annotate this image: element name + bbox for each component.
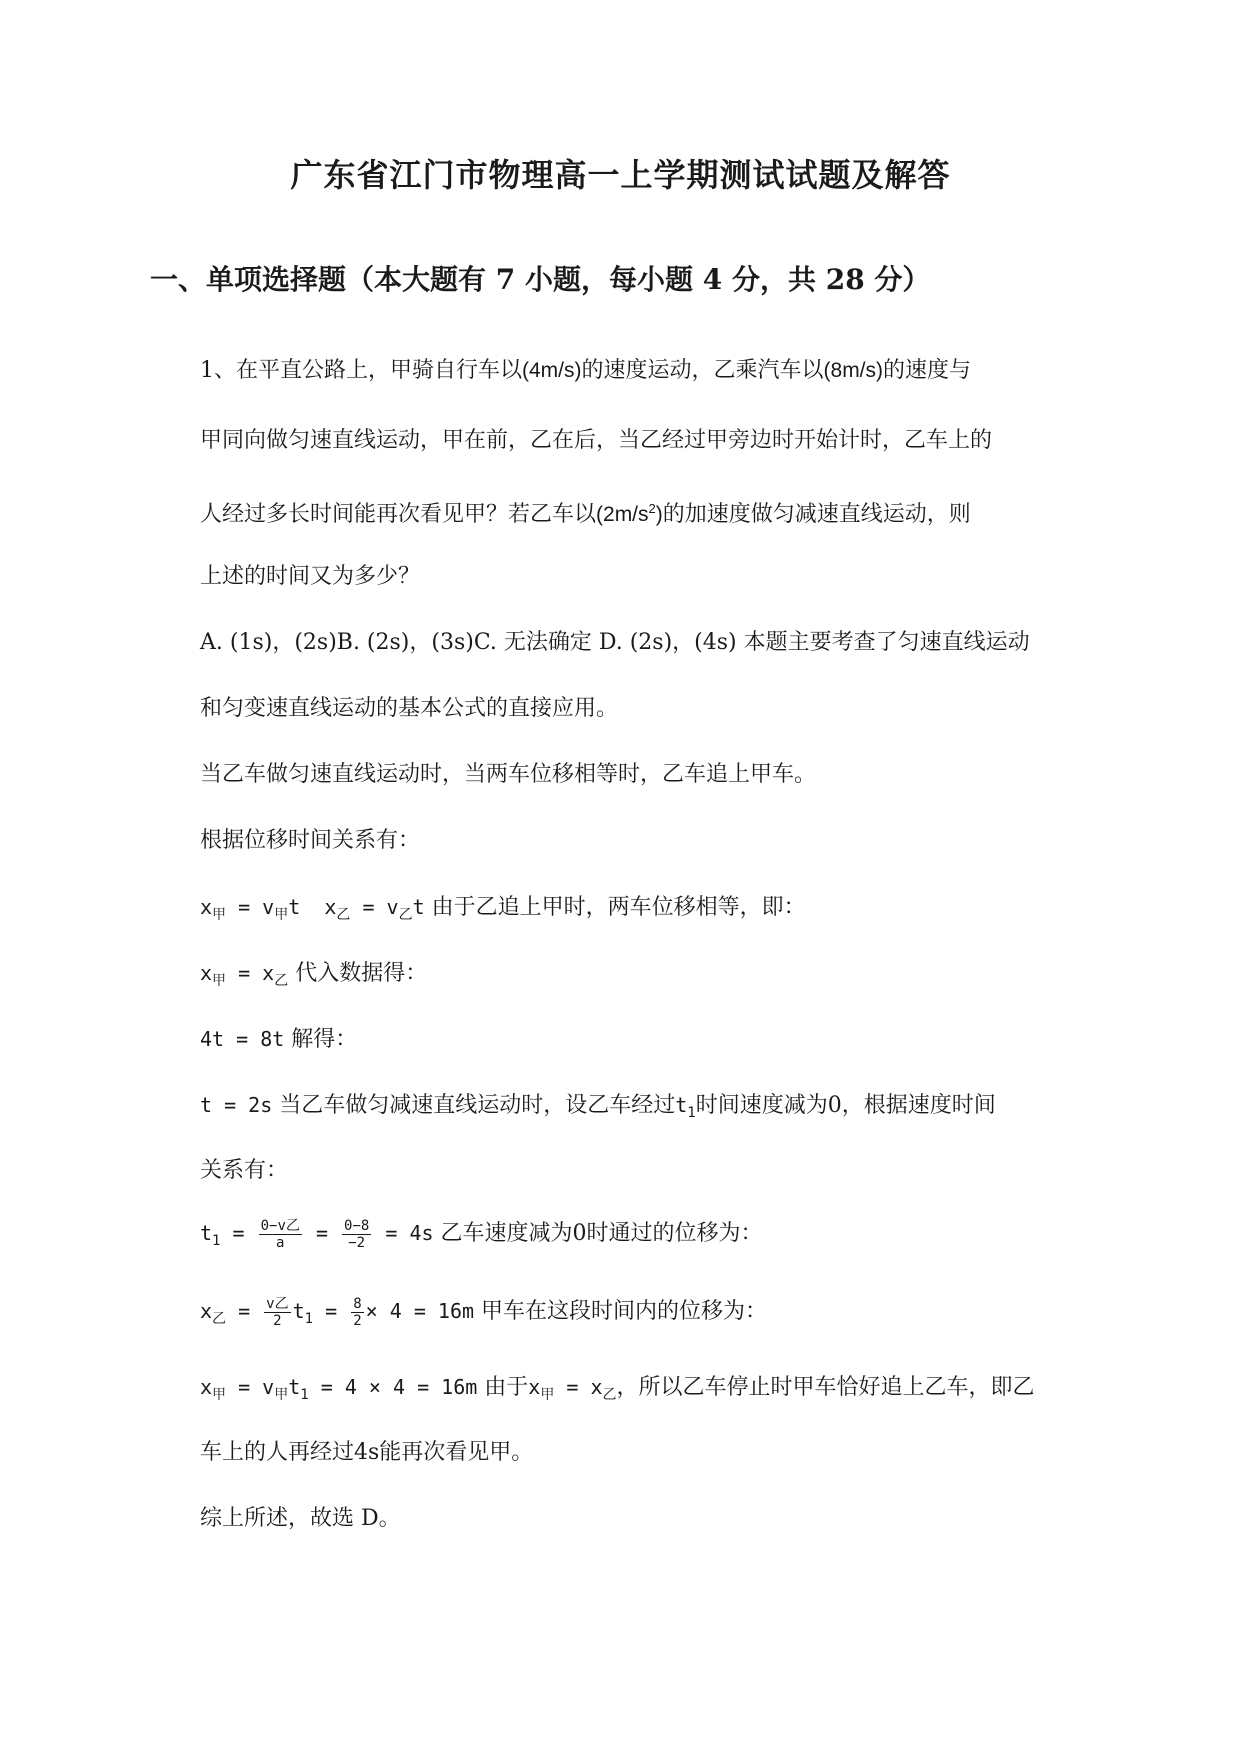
- question-line-2: 甲同向做匀速直线运动，甲在前，乙在后，当乙经过甲旁边时开始计时，乙车上的: [200, 428, 993, 453]
- equation-line-1: [200, 892, 806, 930]
- text: 人经过多长时间能再次看见甲？若乙车以: [200, 502, 597, 527]
- text: 代入数据得：: [288, 961, 428, 986]
- text: 的加速度做匀减速直线运动，则: [662, 502, 971, 527]
- equation: $x_甲 = x_乙$: [528, 1375, 617, 1403]
- equation-line-7: [200, 1372, 1035, 1410]
- question-line-4: 上述的时间又为多少？: [200, 564, 421, 589]
- page-title: 广东省江门市物理高一上学期测试试题及解答: [290, 156, 951, 194]
- equation: t = 2s: [200, 1093, 273, 1117]
- value-acceleration: $(2m/s^2)$: [596, 501, 663, 526]
- answer-line-4: 关系有：: [200, 1158, 289, 1183]
- fraction: $\frac{8}{2}$: [353, 1296, 362, 1329]
- text: 甲车在这段时间内的位移为：: [474, 1299, 768, 1324]
- equation-line-5: [200, 1218, 763, 1256]
- text: ，所以乙车停止时甲车恰好追上乙车，即乙: [616, 1375, 1035, 1400]
- value-speed-jia: (4m/s): [522, 359, 582, 382]
- equation-line-2: [200, 958, 427, 996]
- text: 解得：: [284, 1027, 358, 1052]
- equation: $x_甲 = v_甲t$ $x_乙 = v_乙t$: [200, 895, 425, 923]
- answer-line-3: 根据位移时间关系有：: [200, 828, 421, 853]
- answer-line-2: 当乙车做匀速直线运动时，当两车位移相等时，乙车追上甲车。: [200, 762, 817, 787]
- answer-line-1: 和匀变速直线运动的基本公式的直接应用。: [200, 696, 619, 721]
- text: 1、在平直公路上，甲骑自行车以: [200, 358, 522, 383]
- question-line-3: [200, 494, 971, 530]
- equation: $x_乙$ = $\frac{\text{v乙}}{2}$ $t_1$ = $\frac{8}{2}$ × 4 = 16m: [200, 1296, 475, 1329]
- text: 由于: [477, 1375, 529, 1400]
- question-line-1: [200, 356, 971, 386]
- text: 时间速度减为0，根据速度时间: [695, 1093, 996, 1118]
- answer-conclusion: 综上所述，故选 D。: [200, 1506, 401, 1531]
- fraction: $\frac{\text{0−v乙}}{a}$: [260, 1218, 300, 1251]
- equation: 4t = 8t: [200, 1027, 285, 1051]
- equation: $x_甲 = v_甲t_1 = 4 \times 4 = 16m$: [200, 1375, 478, 1403]
- text: 的速度运动，乙乘汽车以: [581, 358, 824, 383]
- equation: $t_1$ = $\frac{\text{0−v乙}}{a}$ = $\frac{0-8}{-2}$ = 4s: [200, 1218, 434, 1251]
- fraction: $\frac{\text{v乙}}{2}$: [266, 1296, 289, 1329]
- variable-t1: $t_1$: [675, 1093, 696, 1121]
- equation-line-3: [200, 1024, 357, 1055]
- options-line: A. (1s)，(2s)B. (2s)，(3s)C. 无法确定 D. (2s)，(4s) 本题主要考查了匀速直线运动: [200, 630, 1030, 655]
- text: 由于乙追上甲时，两车位移相等，即：: [424, 895, 806, 920]
- value-speed-yi: (8m/s): [823, 359, 884, 382]
- text: 当乙车做匀减速直线运动时，设乙车经过: [272, 1093, 676, 1118]
- equation-line-4: [200, 1090, 996, 1128]
- answer-line-5: 车上的人再经过4s能再次看见甲。: [200, 1440, 534, 1465]
- section-heading: 一、单项选择题（本大题有 7 小题，每小题 4 分，共 28 分）: [150, 263, 931, 296]
- text: 的速度与: [883, 358, 972, 383]
- equation-line-6: [200, 1296, 767, 1334]
- text: 乙车速度减为0时通过的位移为：: [433, 1221, 763, 1246]
- equation: $x_甲 = x_乙$: [200, 961, 289, 989]
- fraction: $\frac{0-8}{-2}$: [344, 1218, 370, 1251]
